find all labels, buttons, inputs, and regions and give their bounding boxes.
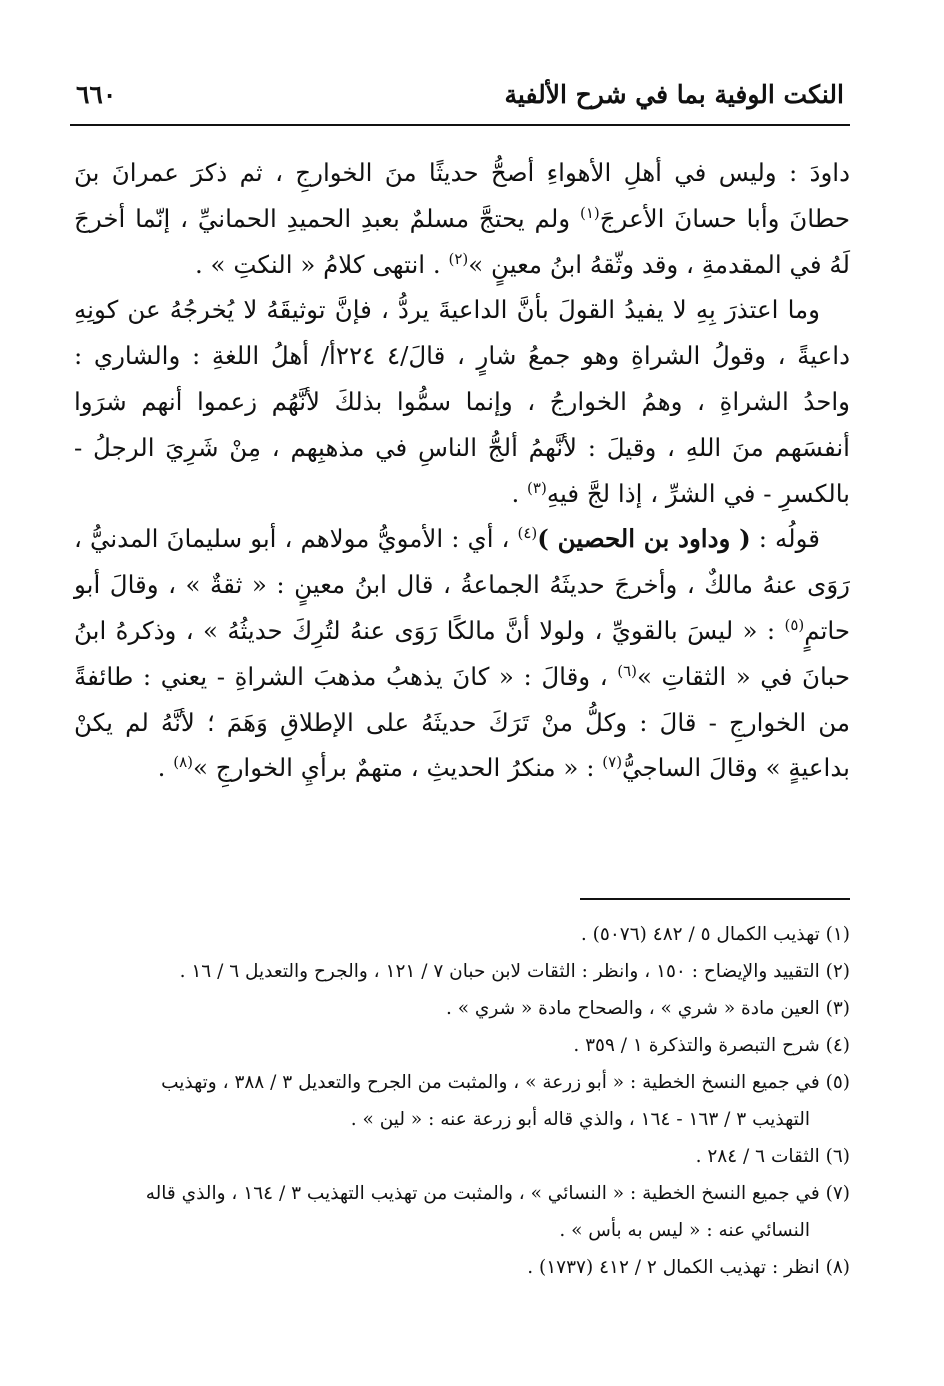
running-header xyxy=(70,74,850,126)
footnote-ref-1[interactable]: (١) xyxy=(579,203,600,222)
footnote-5-continuation: التهذيب ٣ / ١٦٣ - ١٦٤ ، والذي قاله أبو زرعة عنه : « لين » . xyxy=(350,1109,810,1130)
book-title: النكت الوفية بما في شرح الألفية xyxy=(504,80,844,109)
text-run: داودَ : وليس في أهلِ الأهواءِ أصحُّ حديثًا منَ الخوارجِ ، ثم ذكرَ عمرانَ بنَ حطانَ وأبا حسانَ الأعرجَ xyxy=(74,158,850,233)
text-run: : « ليسَ بالقويِّ ، ولولا أنَّ مالكًا رَوَى عنهُ لتُرِكَ حديثُهُ » ، وذكرهُ ابنُ حبانَ في « الثقاتِ » xyxy=(74,615,850,691)
paragraph-1 xyxy=(74,150,850,287)
footnote-ref-6[interactable]: (٦) xyxy=(617,661,637,680)
footnote-6: (٦) الثقات ٦ / ٢٨٤ . xyxy=(695,1146,850,1167)
footnote-7: (٧) في جميع النسخ الخطية : « النسائي » ، والمثبت من تهذيب التهذيب ٣ / ١٦٤ ، والذي قاله xyxy=(145,1183,850,1204)
text-run: ، أي : الأمويُّ مولاهم ، أبو سليمانَ المدنيُّ ، رَوَى عنهُ مالكٌ ، وأخرجَ حديثَهُ الجماعةُ ، قال ابنُ معينٍ : « ثقةٌ » ، وقالَ أبو حاتمٍ xyxy=(74,524,850,645)
footnote-1: (١) تهذيب الكمال ٥ / ٤٨٢ (٥٠٧٦) . xyxy=(580,924,850,945)
paragraph-2 xyxy=(74,287,850,516)
footnote-3: (٣) العين مادة « شري » ، والصحاح مادة « شري » . xyxy=(445,998,850,1019)
footnote-ref-7[interactable]: (٧) xyxy=(602,753,623,772)
text-run: قولُه : xyxy=(750,524,820,554)
page-number: ٦٦٠ xyxy=(76,80,117,109)
header-rule xyxy=(70,124,850,126)
footnote-5: (٥) في جميع النسخ الخطية : « أبو زرعة » ، والمثبت من الجرح والتعديل ٣ / ٣٨٨ ، وتهذيب xyxy=(161,1072,850,1093)
footnote-2: (٢) التقييد والإيضاح : ١٥٠ ، وانظر : الثقات لابن حبان ٧ / ١٢١ ، والجرح والتعديل ٦ / ١٦ . xyxy=(179,961,850,982)
footnote-8: (٨) انظر : تهذيب الكمال ٢ / ٤١٢ (١٧٣٧) . xyxy=(527,1257,850,1278)
footnotes xyxy=(74,916,850,1286)
footnote-separator xyxy=(580,898,850,900)
text-run: وما اعتذرَ بِهِ لا يفيدُ القولَ بأنَّ الداعيةَ يردُّ ، فإنَّ توثيقَهُ لا يُخرجُهُ عن كونِهِ داعيةً ، وقولُ الشراةِ وهو جمعُ شارٍ ، قالَ/٤ ٢٢٤أ/ أهلُ اللغةِ : والشاري : واحدُ الشراةِ ، وهمُ الخوارجُ ، وإنما سمُّوا بذلكَ لأنَّهُم زعموا أنهم شرَوا أنفسَهم منَ اللهِ ، وقيلَ : لأنَّهمُ ألجُّ الناسِ في مذهبِهم ، مِنْ شَرِيَ الرجلُ - بالكسرِ - في الشرِّ ، إذا لجَّ فيهِ xyxy=(74,295,850,508)
paragraph-3 xyxy=(74,516,850,791)
footnote-ref-5[interactable]: (٥) xyxy=(784,615,805,634)
text-run: . xyxy=(157,753,174,783)
footnote-4: (٤) شرح التبصرة والتذكرة ١ / ٣٥٩ . xyxy=(573,1035,850,1056)
text-run: . xyxy=(511,478,528,508)
footnote-ref-2[interactable]: (٢) xyxy=(448,249,469,268)
main-text xyxy=(74,150,850,791)
footnote-ref-8[interactable]: (٨) xyxy=(173,753,193,772)
footnote-ref-4[interactable]: (٤) xyxy=(517,524,538,543)
text-run: ولم يحتجَّ مسلمٌ بعبدِ الحميدِ الحمانيِّ ، إنّما أخرجَ لَهُ في المقدمةِ ، وقد وثّقهُ ابنُ معينٍ » xyxy=(74,203,850,279)
text-run: ، وقالَ : « كانَ يذهبُ مذهبَ الشراةِ - يعني : طائفةً من الخوارجِ - قالَ : وكلُّ منْ تَرَكَ حديثَهُ على الإطلاقِ وَهَمَ ؛ لأنَّهُ لم يكنْ بداعيةٍ » وقالَ الساجيُّ xyxy=(74,661,850,783)
footnote-7-continuation: النسائي عنه : « ليس به بأس » . xyxy=(559,1220,810,1241)
footnote-ref-3[interactable]: (٣) xyxy=(527,478,547,497)
text-run: . انتهى كلامُ « النكتِ » . xyxy=(194,249,449,279)
text-run: : « منكرُ الحديثِ ، متهمٌ برأيِ الخوارجِ » xyxy=(193,753,603,783)
quoted-heading: ( وداود بن الحصين ) xyxy=(537,524,751,554)
